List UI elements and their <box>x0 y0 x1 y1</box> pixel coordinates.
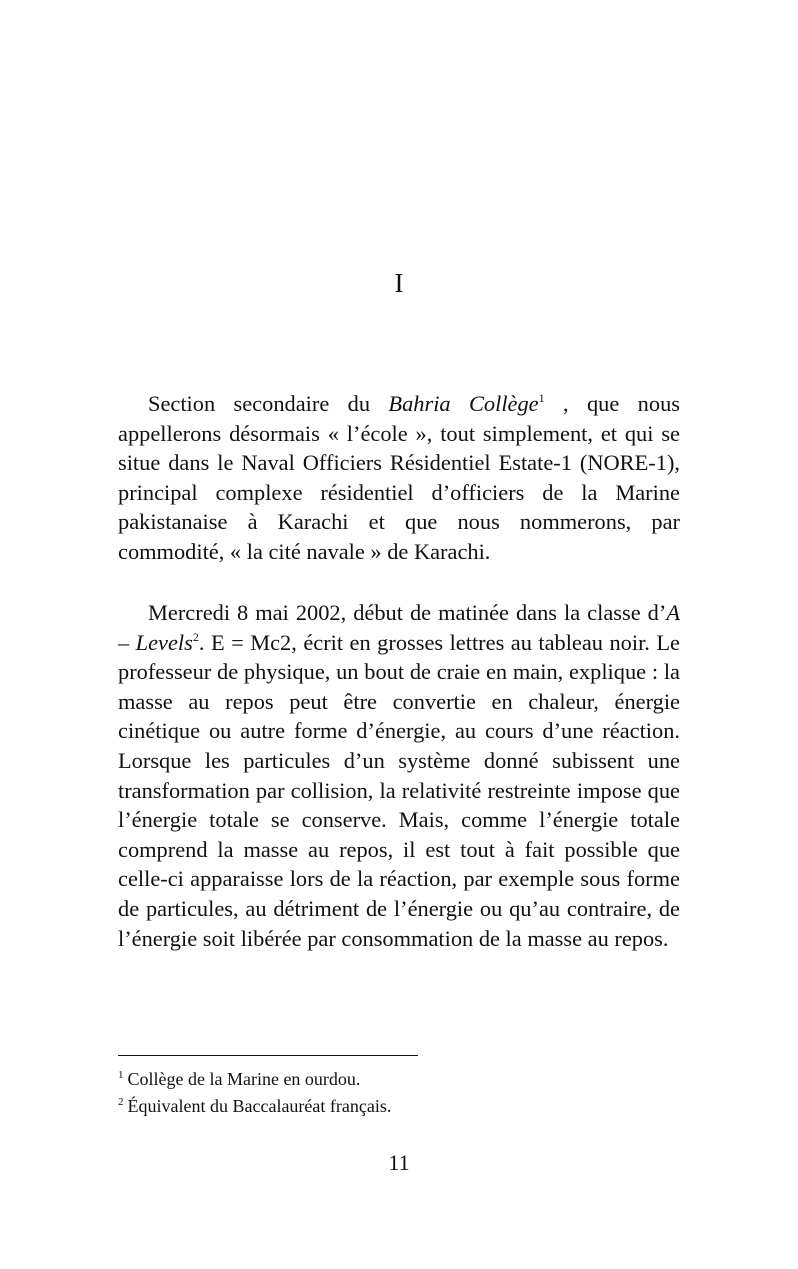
footnotes <box>118 1066 680 1120</box>
paragraph-text <box>118 598 680 953</box>
footnote-divider <box>118 1055 418 1056</box>
paragraph-text-before: Mercredi 8 mai 2002, début de matinée dans la classe d’ <box>148 600 667 625</box>
paragraph-text <box>118 389 680 567</box>
footnote-marker: 2 <box>118 1096 124 1108</box>
paragraph-1 <box>118 389 680 567</box>
paragraph-text-after: , que nous appellerons désormais « l’école », tout simplement, et qui se situe dans le Naval Officiers Résidentiel Estate-1 (NORE-1), principal complexe résidentiel d’officiers de la Marine pakistanaise à Karachi et que nous nommerons, par commodité, « la cité navale » de Karachi. <box>118 391 680 564</box>
footnote-2 <box>118 1093 680 1120</box>
footnote-ref: 1 <box>538 391 545 405</box>
footnote-marker: 1 <box>118 1069 124 1081</box>
footnote-ref: 2 <box>192 629 199 644</box>
page-number: 11 <box>388 1150 410 1175</box>
footnote-1 <box>118 1066 680 1093</box>
italic-term: Bahria Collège <box>388 391 539 416</box>
chapter-number: I <box>394 268 404 298</box>
paragraph-2 <box>118 598 680 953</box>
paragraph-text-before: Section secondaire du <box>148 391 389 416</box>
italic-term: A – Levels <box>118 600 680 655</box>
footnote-text: Collège de la Marine en ourdou. <box>127 1069 361 1089</box>
footnote-text: Équivalent du Baccalauréat français. <box>127 1096 392 1116</box>
paragraph-text-after: . E = Mc2, écrit en grosses lettres au tableau noir. Le professeur de physique, un bout de craie en main, explique : la masse au repos peut être convertie en chaleur, énergie cinétique ou autre forme d’énergie, au cours d’une réaction. Lorsque les particules d’un système donné subissent une transformation par collision, la relativité restreinte impose que l’énergie totale se conserve. Mais, comme l’énergie totale comprend la masse au repos, il est tout à fait possible que celle-ci apparaisse lors de la réaction, par exemple sous forme de particules, au détriment de l’énergie ou qu’au contraire, de l’énergie soit libérée par consommation de la masse au repos. <box>118 629 680 951</box>
